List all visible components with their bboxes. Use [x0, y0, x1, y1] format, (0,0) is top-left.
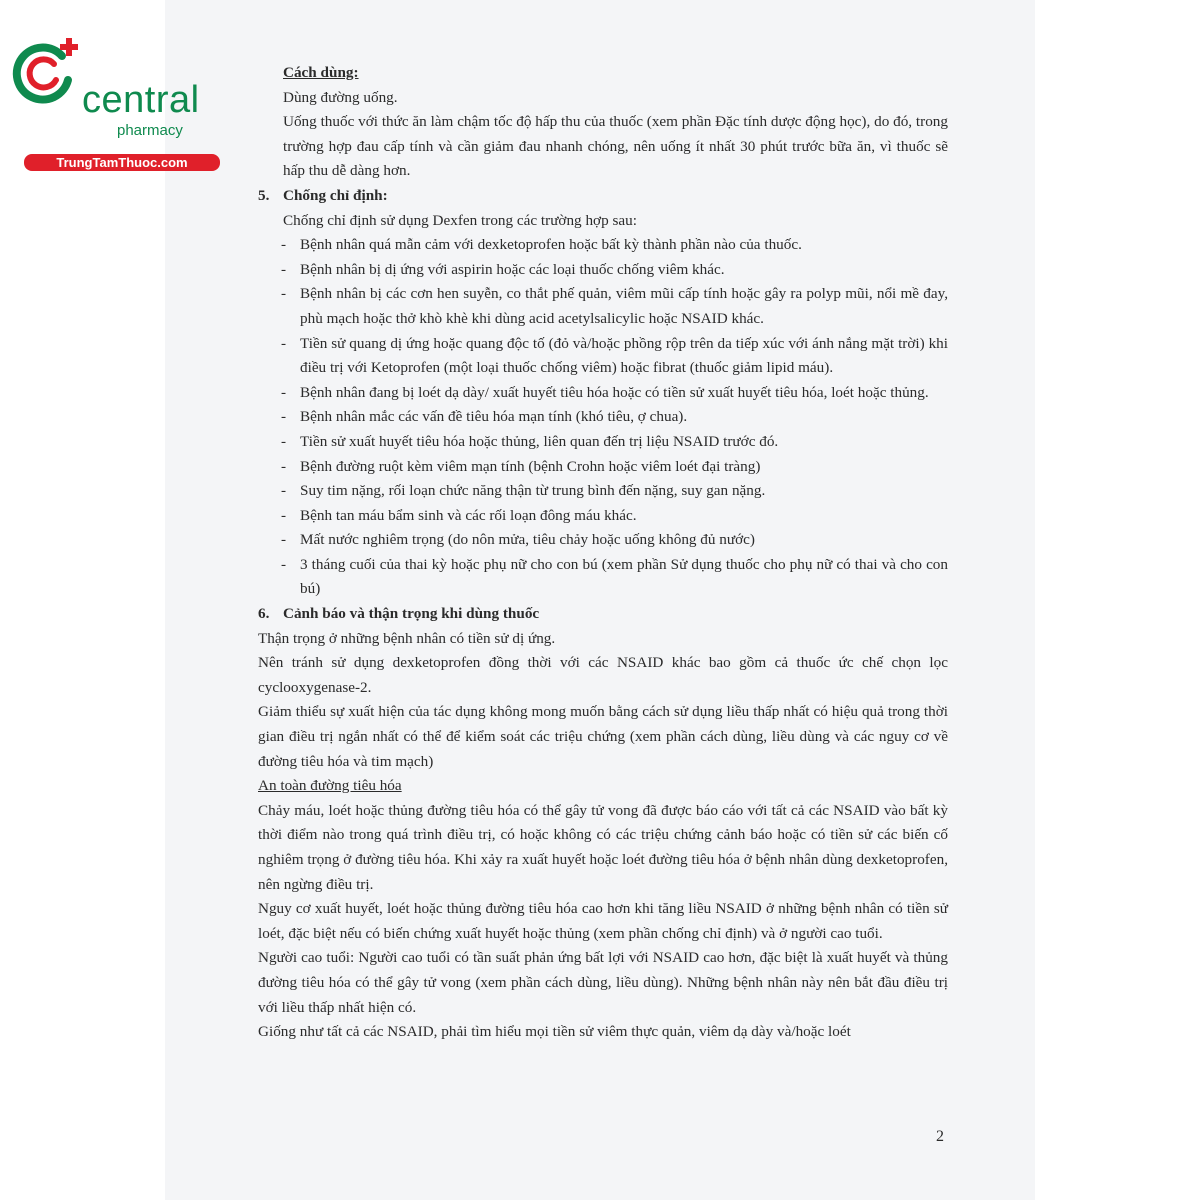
section-6-title: Cảnh báo và thận trọng khi dùng thuốc	[283, 605, 540, 623]
list-item-text: Bệnh tan máu bẩm sinh và các rối loạn đông máu khác.	[300, 506, 637, 524]
section-5-heading	[258, 184, 948, 209]
bullet-dash: -	[281, 334, 287, 352]
bullet-dash: -	[281, 432, 287, 450]
gi-safety-paragraph: Chảy máu, loét hoặc thủng đường tiêu hóa có thể gây tử vong đã được báo cáo với tất cả các NSAID vào bất kỳ thời điểm nào trong quá trình điều trị, có hoặc không có các triệu chứng cảnh báo hoặc có tiền sử các biến cố nghiêm trọng ở đường tiêu hóa. Khi xảy ra xuất huyết hoặc loét đường tiêu hóa ở bệnh nhân dùng dexketoprofen, nên ngừng điều trị.	[258, 801, 948, 893]
brand-subtitle: pharmacy	[117, 122, 183, 139]
document-body	[258, 61, 948, 1045]
brand-name: central	[82, 79, 200, 121]
brand-url-badge[interactable]: TrungTamThuoc.com	[24, 154, 220, 171]
section-5-intro: Chống chỉ định sử dụng Dexfen trong các trường hợp sau:	[283, 211, 637, 229]
section-6-paragraph: Nên tránh sử dụng dexketoprofen đồng thời với các NSAID khác bao gồm cả thuốc ức chế chọn lọc cyclooxygenase-2.	[258, 654, 948, 696]
usage-text: Uống thuốc với thức ăn làm chậm tốc độ hấp thu của thuốc (xem phần Đặc tính dược động học), do đó, trong trường hợp đau cấp tính và cần giảm đau nhanh chóng, nên uống ít nhất 30 phút trước bữa ăn, vì thuốc sẽ hấp thu dễ dàng hơn.	[283, 113, 948, 180]
bullet-dash: -	[281, 457, 287, 475]
list-item-text: 3 tháng cuối của thai kỳ hoặc phụ nữ cho con bú (xem phần Sử dụng thuốc cho phụ nữ có thai và cho con bú)	[300, 555, 948, 598]
list-item-text: Bệnh nhân đang bị loét dạ dày/ xuất huyết tiêu hóa hoặc có tiền sử xuất huyết tiêu hóa, loét hoặc thủng.	[300, 383, 929, 401]
list-item	[258, 430, 948, 455]
gi-safety-paragraph: Nguy cơ xuất huyết, loét hoặc thủng đường tiêu hóa cao hơn khi tăng liều NSAID ở những bệnh nhân có tiền sử loét, đặc biệt nếu có biến chứng xuất huyết hoặc thủng (xem phần chống chỉ định) và ở người cao tuổi.	[258, 900, 948, 942]
section-5-number: 5.	[258, 186, 270, 204]
usage-title: Cách dùng:	[283, 64, 359, 81]
bullet-dash: -	[281, 383, 287, 401]
bullet-dash: -	[281, 482, 287, 500]
list-item-text: Bệnh nhân bị dị ứng với aspirin hoặc các loại thuốc chống viêm khác.	[300, 260, 725, 278]
list-item-text: Bệnh đường ruột kèm viêm mạn tính (bệnh Crohn hoặc viêm loét đại tràng)	[300, 457, 761, 475]
gi-safety-paragraph: Người cao tuổi: Người cao tuổi có tần suất phản ứng bất lợi với NSAID cao hơn, đặc biệt là xuất huyết và thủng đường tiêu hóa có thể gây tử vong (xem phần cách dùng, liều dùng). Những bệnh nhân này nên bắt đầu điều trị với liều thấp nhất hiện có.	[258, 949, 948, 1016]
list-item	[258, 381, 948, 406]
usage-route: Dùng đường uống.	[283, 88, 398, 106]
central-pharmacy-logo-icon	[10, 36, 80, 106]
list-item	[258, 258, 948, 283]
section-6-heading	[258, 602, 948, 627]
gi-safety-subheading: An toàn đường tiêu hóa	[258, 777, 402, 795]
list-item	[258, 332, 948, 381]
list-item	[258, 233, 948, 258]
list-item	[258, 553, 948, 602]
section-6-paragraph: Giảm thiểu sự xuất hiện của tác dụng không mong muốn bằng cách sử dụng liều thấp nhất có hiệu quả trong thời gian điều trị ngắn nhất có thể để kiểm soát các triệu chứng (xem phần cách dùng, liều dùng và các nguy cơ về đường tiêu hóa và tim mạch)	[258, 703, 948, 770]
list-item-text: Tiền sử quang dị ứng hoặc quang độc tố (đỏ và/hoặc phồng rộp trên da tiếp xúc với ánh nắng mặt trời) khi điều trị với Ketoprofen (một loại thuốc chống viêm) hoặc fibrat (thuốc giảm lipid máu).	[300, 334, 948, 377]
section-6-paragraph: Thận trọng ở những bệnh nhân có tiền sử dị ứng.	[258, 629, 556, 647]
bullet-dash: -	[281, 506, 287, 524]
list-item-text: Mất nước nghiêm trọng (do nôn mửa, tiêu chảy hoặc uống không đủ nước)	[300, 531, 755, 549]
brand-logo[interactable]	[10, 36, 215, 170]
list-item-text: Bệnh nhân quá mẫn cảm với dexketoprofen hoặc bất kỳ thành phần nào của thuốc.	[300, 236, 802, 254]
page-number: 2	[936, 1128, 944, 1145]
list-item	[258, 282, 948, 331]
list-item	[258, 528, 948, 553]
list-item-text: Suy tim nặng, rối loạn chức năng thận từ trung bình đến nặng, suy gan nặng.	[300, 482, 766, 500]
list-item	[258, 504, 948, 529]
bullet-dash: -	[281, 531, 287, 549]
contraindication-list	[258, 233, 948, 602]
bullet-dash: -	[281, 285, 287, 303]
list-item	[258, 405, 948, 430]
list-item	[258, 455, 948, 480]
bullet-dash: -	[281, 408, 287, 426]
section-6-number: 6.	[258, 605, 270, 623]
bullet-dash: -	[281, 555, 287, 573]
list-item	[258, 479, 948, 504]
list-item-text: Bệnh nhân mắc các vấn đề tiêu hóa mạn tính (khó tiêu, ợ chua).	[300, 408, 688, 426]
section-5-title: Chống chỉ định:	[283, 186, 388, 204]
bullet-dash: -	[281, 260, 287, 278]
bullet-dash: -	[281, 236, 287, 254]
list-item-text: Bệnh nhân bị các cơn hen suyễn, co thắt phế quản, viêm mũi cấp tính hoặc gây ra polyp mũi, nổi mề đay, phù mạch hoặc thở khò khè khi dùng acid acetylsalicylic hoặc NSAID khác.	[300, 285, 948, 327]
gi-safety-paragraph: Giống như tất cả các NSAID, phải tìm hiểu mọi tiền sử viêm thực quản, viêm dạ dày và/hoặc loét	[258, 1023, 851, 1041]
list-item-text: Tiền sử xuất huyết tiêu hóa hoặc thủng, liên quan đến trị liệu NSAID trước đó.	[300, 432, 779, 450]
